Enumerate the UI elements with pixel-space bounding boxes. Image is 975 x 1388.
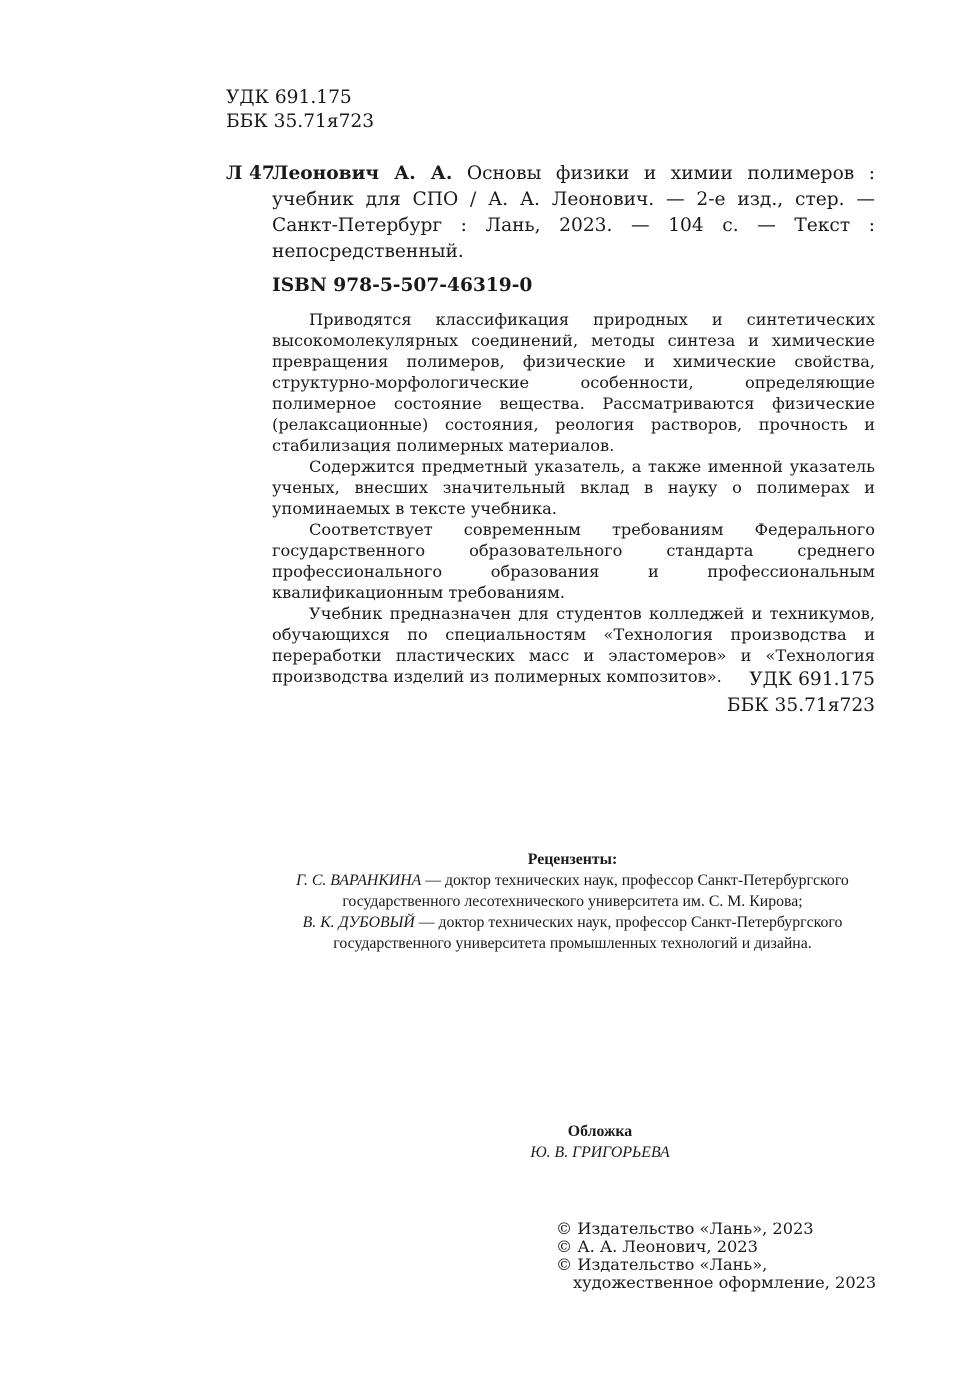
author-name: Леонович А. А. bbox=[272, 163, 453, 184]
annotation-paragraph: Учебник предназначен для студентов колледжей и техникумов, обучающихся по специальностям «Технология производства и переработки пластических масс и эластомеров» и «Технология производства изделий из полимерных композитов». bbox=[272, 604, 875, 686]
classification-codes-top bbox=[226, 86, 374, 134]
copyright-line: © Издательство «Лань», 2023 bbox=[556, 1219, 814, 1238]
copyright-block bbox=[556, 1220, 876, 1292]
publication-details: учебник для СПО / А. А. Леонович. — 2-е изд., стер. — Санкт-Петербург : Лань, 2023. — 104 с. — Текст : непосредственный. bbox=[272, 189, 875, 262]
udk-code: УДК 691.175 bbox=[749, 669, 875, 690]
reviewer-title: — доктор технических наук, профессор Санкт-Петербургского bbox=[414, 914, 843, 931]
copyright-line: © Издательство «Лань», bbox=[556, 1255, 768, 1274]
udk-code: УДК 691.175 bbox=[226, 87, 352, 108]
annotation bbox=[272, 309, 875, 687]
copyright-line: © А. А. Леонович, 2023 bbox=[556, 1237, 758, 1256]
reviewers-block bbox=[260, 849, 885, 954]
annotation-paragraph: Приводятся классификация природных и синтетических высокомолекулярных соединений, методы синтеза и химические превращения полимеров, физические и химические свойства, структурно-морфологические особенности, определяющие полимерное состояние вещества. Рассматриваются физические (релаксационные) состояния, реология растворов, прочность и стабилизация полимерных материалов. bbox=[272, 310, 875, 455]
reviewer-entry bbox=[260, 912, 885, 954]
bibliographic-description bbox=[272, 161, 875, 265]
reviewer-title: — доктор технических наук, профессор Санкт-Петербургского bbox=[421, 872, 849, 889]
isbn: ISBN 978-5-507-46319-0 bbox=[272, 275, 533, 296]
cover-credit bbox=[460, 1121, 740, 1163]
cover-heading: Обложка bbox=[567, 1123, 633, 1140]
reviewer-name: В. К. ДУБОВЫЙ bbox=[302, 914, 415, 931]
bbk-code: ББК 35.71я723 bbox=[726, 695, 875, 716]
cover-designer: Ю. В. ГРИГОРЬЕВА bbox=[530, 1144, 670, 1161]
title-line: Основы физики и химии полимеров : bbox=[452, 163, 876, 184]
author-mark: Л 47 bbox=[226, 163, 275, 184]
classification-codes-bottom bbox=[727, 667, 875, 719]
reviewer-name: Г. С. ВАРАНКИНА bbox=[296, 872, 422, 889]
reviewers-heading: Рецензенты: bbox=[527, 851, 618, 868]
copyright-line: художественное оформление, 2023 bbox=[573, 1273, 877, 1292]
bbk-code: ББК 35.71я723 bbox=[226, 111, 375, 132]
annotation-paragraph: Соответствует современным требованиям Федерального государственного образовательного стандарта среднего профессионального образования и профессиональным квалификационным требованиям. bbox=[272, 520, 875, 602]
annotation-paragraph: Содержится предметный указатель, а также именной указатель ученых, внесших значительный вклад в науку о полимерах и упоминаемых в тексте учебника. bbox=[272, 457, 875, 518]
reviewer-affiliation: государственного лесотехнического университета им. С. М. Кирова; bbox=[342, 893, 803, 910]
reviewer-affiliation: государственного университета промышленных технологий и дизайна. bbox=[333, 935, 812, 952]
reviewer-entry bbox=[260, 870, 885, 912]
